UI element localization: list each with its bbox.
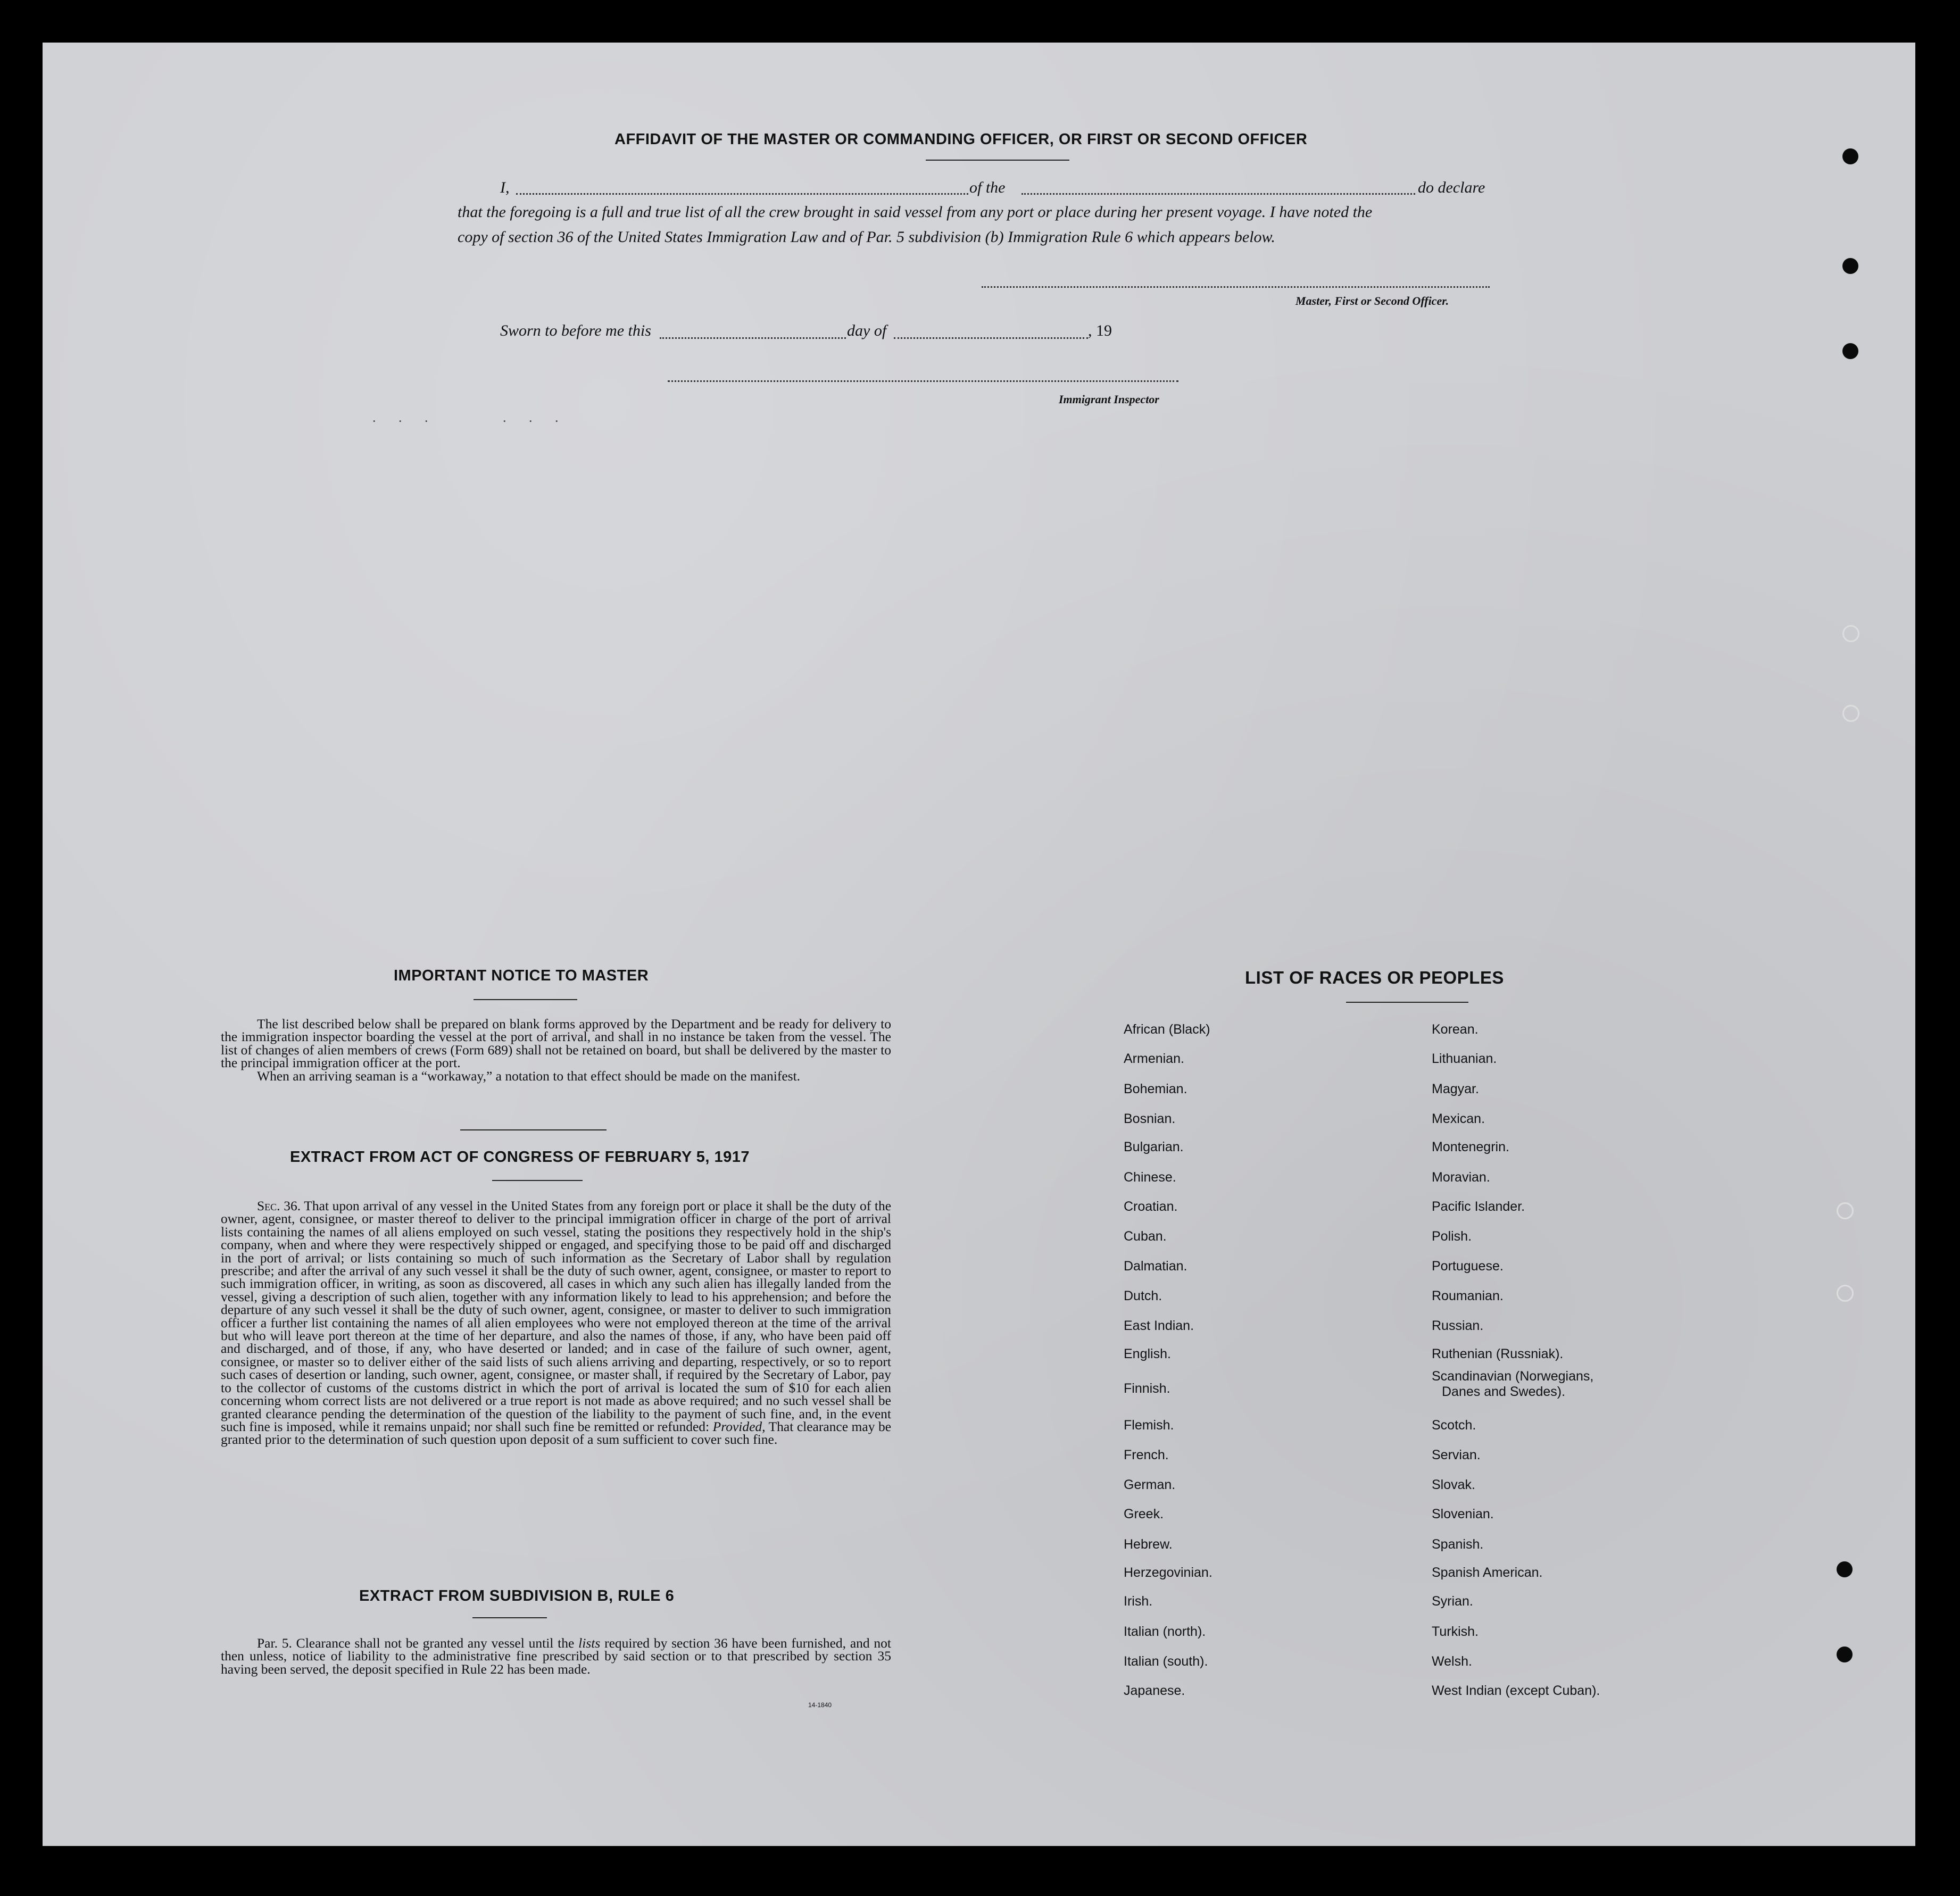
race-right-item: Roumanian. [1432, 1288, 1504, 1303]
notice-title-rule [474, 999, 577, 1000]
bleed-through-marks: . . . . . . [372, 410, 568, 425]
race-right-item: Magyar. [1432, 1082, 1479, 1096]
race-right-item: Russian. [1432, 1318, 1484, 1333]
race-right-item: Moravian. [1432, 1170, 1490, 1185]
race-right-item: Polish. [1432, 1229, 1472, 1244]
notice-body [221, 1018, 891, 1083]
rule-title: EXTRACT FROM SUBDIVISION B, RULE 6 [359, 1587, 675, 1604]
race-right-item: Portuguese. [1432, 1259, 1504, 1274]
race-right-item: Welsh. [1432, 1654, 1472, 1669]
race-left-item: African (Black) [1124, 1022, 1210, 1037]
affidavit-line2: that the foregoing is a full and true list of all the crew brought in said vessel from any port or place during her present voyage. I have noted the [458, 203, 1373, 221]
sworn-text: Sworn to before me this [500, 322, 651, 339]
race-right-item: Spanish. [1432, 1537, 1484, 1552]
sworn-day-blank [660, 337, 846, 339]
races-title: LIST OF RACES OR PEOPLES [1245, 968, 1504, 987]
vessel-blank [1021, 193, 1415, 195]
rule-text-a: Par. 5. Clearance shall not be granted any vessel until the [257, 1635, 575, 1651]
race-left-item: Croatian. [1124, 1199, 1178, 1214]
race-left-item: French. [1124, 1448, 1169, 1462]
binder-hole [1842, 625, 1859, 642]
binder-hole [1837, 1561, 1853, 1577]
race-left-item: Italian (south). [1124, 1654, 1208, 1669]
races-title-rule [1346, 1002, 1468, 1003]
race-right-item: Turkish. [1432, 1624, 1479, 1639]
race-right-item: Montenegrin. [1432, 1140, 1509, 1154]
act-title-rule [492, 1180, 583, 1181]
affidavit-title-rule [926, 160, 1069, 161]
race-right-item: Lithuanian. [1432, 1051, 1497, 1066]
binder-hole [1837, 1202, 1854, 1219]
race-right-item: Korean. [1432, 1022, 1479, 1037]
race-left-item: Dalmatian. [1124, 1259, 1187, 1274]
race-left-item: Flemish. [1124, 1418, 1174, 1433]
affidavit-i: I, [500, 179, 510, 196]
race-left-item: Irish. [1124, 1594, 1153, 1609]
notice-title: IMPORTANT NOTICE TO MASTER [394, 967, 649, 984]
race-right-item: Slovak. [1432, 1477, 1475, 1492]
notice-paragraph-2: When an arriving seaman is a “workaway,” a notation to that effect should be made on the manifest. [257, 1068, 801, 1084]
signature-caption: Master, First or Second Officer. [1295, 294, 1449, 307]
act-section-label: Sec. 36. [257, 1198, 301, 1213]
race-left-item: Bohemian. [1124, 1082, 1187, 1096]
rule-title-rule [472, 1617, 547, 1618]
act-top-rule [460, 1129, 607, 1130]
race-right-item: West Indian (except Cuban). [1432, 1683, 1600, 1698]
binder-hole [1842, 343, 1858, 359]
race-right-item: Spanish American. [1432, 1565, 1543, 1580]
notice-paragraph-1: The list described below shall be prepared on blank forms approved by the Department and be ready for delivery to the immigration inspector boarding the vessel at the port of arrival, and shall in no instance be taken from the vessel. The list of changes of alien members of crews (Form 689) shall not be retained on board, but shall be delivered by the master to the principal immigration officer at the port. [221, 1016, 891, 1071]
name-blank [516, 193, 968, 195]
inspector-caption: Immigrant Inspector [1059, 393, 1159, 406]
race-left-item: Bulgarian. [1124, 1140, 1184, 1154]
race-left-item: Armenian. [1124, 1051, 1184, 1066]
binder-hole [1842, 705, 1859, 722]
sworn-month-blank [894, 337, 1088, 339]
race-right-item: Pacific Islander. [1432, 1199, 1525, 1214]
binder-hole [1842, 148, 1858, 164]
binder-hole [1837, 1646, 1853, 1662]
act-section-text: That upon arrival of any vessel in the United States from any foreign port or place it shall be the duty of the owner, agent, consignee, or master thereof to deliver to the principal immigration officer in charge of the port of arrival lists containing the names of all aliens employed on such vessel, stating the positions they respectively hold in the ship's company, when and where they were respectively shipped or engaged, and specifying those to be paid off and discharged in the port of arrival; or lists containing so much of such information as the Secretary of Labor shall by regulation prescribe; and after the arrival of any such vessel it shall be the duty of such owner, agent, consignee, or master to report to such immigration officer, in writing, as soon as discovered, all cases in which any such alien has illegally landed from the vessel, giving a description of such alien, together with any information likely to lead to his apprehension; and before the departure of any such vessel it shall be the duty of such owner, agent, consignee, or master to deliver to such immigration officer a further list containing the names of all alien employees who were not employed thereon at the time of the arrival but who will leave port thereon at the time of her departure, and also the names of those, if any, who have been paid off and discharged, and of those, if any, who have deserted or landed; and in case of the failure of such owner, agent, consignee, or master so to deliver either of the said lists of such aliens arriving and departing, respectively, or so to report such cases of desertion or landing, such owner, agent, consignee, or master shall, if required by the Secretary of Labor, pay to the collector of customs of the customs district in which the port of arrival is located the sum of $10 for each alien concerning whom correct lists are not delivered or a true report is not made as above required; and no such vessel shall be granted clearance pending the determination of the question of the liability to the payment of such fine, and, in the event such fine is imposed, while it remains unpaid; nor shall such fine be remitted or refunded: [221, 1198, 892, 1434]
form-number: 14-1840 [808, 1701, 832, 1709]
race-right-item: Slovenian. [1432, 1507, 1494, 1521]
race-left-item: Cuban. [1124, 1229, 1167, 1244]
race-right-item: Scandinavian (Norwegians, [1432, 1369, 1594, 1384]
affidavit-line3: copy of section 36 of the United States Immigration Law and of Par. 5 subdivision (b) Immigration Rule 6 which appears below. [458, 228, 1275, 246]
race-left-item: East Indian. [1124, 1318, 1194, 1333]
rule-body [221, 1637, 891, 1676]
race-left-item: Hebrew. [1124, 1537, 1173, 1552]
binder-hole [1842, 258, 1858, 274]
race-right-item: Ruthenian (Russniak). [1432, 1346, 1564, 1361]
race-left-item: Italian (north). [1124, 1624, 1206, 1639]
document-page [43, 43, 1915, 1846]
rule-lists: lists [578, 1635, 601, 1651]
race-left-item: Japanese. [1124, 1683, 1185, 1698]
race-left-item: Greek. [1124, 1507, 1164, 1521]
race-left-item: English. [1124, 1346, 1171, 1361]
act-provided: Provided, [712, 1418, 766, 1434]
year-text: , 19 [1088, 322, 1112, 339]
affidavit-do-declare: do declare [1418, 179, 1485, 196]
race-left-item: German. [1124, 1477, 1176, 1492]
race-right-item: Servian. [1432, 1448, 1481, 1462]
day-of-text: day of [847, 322, 887, 339]
binder-hole [1837, 1285, 1854, 1302]
signature-blank [982, 286, 1490, 288]
affidavit-of-the: of the [969, 179, 1006, 196]
act-section-text-end: That clearance may be granted prior to the determination of such question upon deposit of a sum sufficient to cover such fine. [221, 1418, 892, 1448]
race-right-item: Scotch. [1432, 1418, 1476, 1433]
race-right-item: Mexican. [1432, 1111, 1485, 1126]
affidavit-title: AFFIDAVIT OF THE MASTER OR COMMANDING OFFICER, OR FIRST OR SECOND OFFICER [614, 131, 1308, 148]
race-left-item: Finnish. [1124, 1381, 1170, 1396]
rule-text-b: required by section 36 have been furnished, and not then unless, notice of liability to the administrative fine prescribed by said section or to that prescribed by section 35 having been served, the deposit specified in Rule 22 has been made. [221, 1635, 892, 1677]
race-left-item: Bosnian. [1124, 1111, 1176, 1126]
race-scandinavian-continued: Danes and Swedes). [1442, 1384, 1566, 1399]
act-title: EXTRACT FROM ACT OF CONGRESS OF FEBRUARY 5, 1917 [290, 1149, 750, 1166]
race-left-item: Dutch. [1124, 1288, 1162, 1303]
race-left-item: Chinese. [1124, 1170, 1176, 1185]
race-left-item: Herzegovinian. [1124, 1565, 1212, 1580]
race-right-item: Syrian. [1432, 1594, 1473, 1609]
inspector-signature-blank [668, 380, 1178, 382]
act-body [221, 1200, 891, 1446]
